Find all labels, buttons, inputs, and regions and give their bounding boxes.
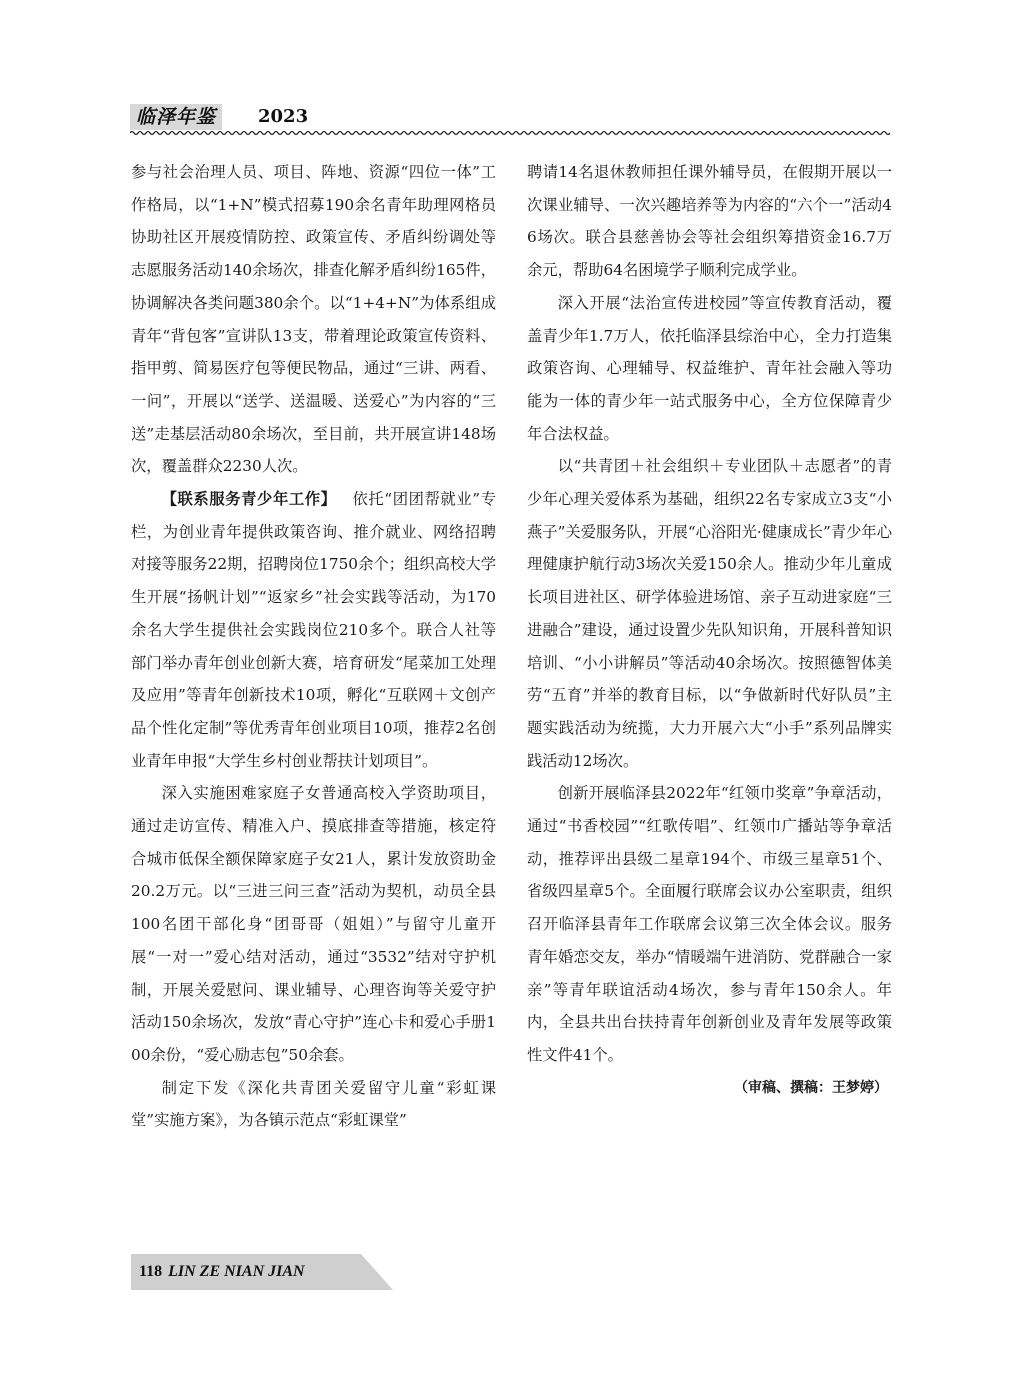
page-header [130, 104, 890, 144]
running-title: LIN ZE NIAN JIAN [168, 1263, 305, 1280]
left-column [131, 156, 496, 1137]
section-heading-youth-service: 【联系服务青少年工作】 [161, 490, 337, 509]
yearbook-year: 2023 [258, 106, 309, 127]
left-paragraph-1: 参与社会治理人员、项目、阵地、资源“四位一体”工作格局，以“1+N”模式招募190余名青年助理网格员协助社区开展疫情防控、政策宣传、矛盾纠纷调处等志愿服务活动140余场次，排查化解矛盾纠纷165件，协调解决各类问题380余个。以“1+4+N”为体系组成青年“背包客”宣讲队13支，带着理论政策宣传资料、指甲剪、简易医疗包等便民物品，通过“三讲、两看、一问”，开展以“送学、送温暖、送爱心”为内容的“三送”走基层活动80余场次，至目前，共开展宣讲148场次，覆盖群众2230人次。 [131, 163, 496, 476]
yearbook-title: 临泽年鉴 [130, 104, 222, 130]
section-body-youth-service: 依托“团团帮就业”专栏，为创业青年提供政策咨询、推介就业、网络招聘对接等服务22期，招聘岗位1750余个；组织高校大学生开展“扬帆计划”“返家乡”社会实践等活动，为170余名大学生提供社会实践岗位210多个。联合人社等部门举办青年创业创新大赛，培育研发“尾菜加工处理及应用”等青年创新技术10项，孵化“互联网＋文创产品个性化定制”等优秀青年创业项目10项，推荐2名创业青年申报“大学生乡村创业帮扶计划项目”。 [131, 490, 496, 770]
page-footer [131, 1254, 396, 1290]
right-paragraph-4: 创新开展临泽县2022年“红领巾奖章”争章活动，通过“书香校园”“红歌传唱”、红领巾广播站等争章活动，推荐评出县级二星章194个、市级三星章51个、省级四星章5个。全面履行联席会议办公室职责，组织召开临泽县青年工作联席会议第三次全体会议。服务青年婚恋交友，举办“情暖端午进消防、党群融合一家亲”等青年联谊活动4场次，参与青年150余人。年内，全县共出台扶持青年创新创业及青年发展等政策性文件41个。 [527, 784, 892, 1064]
right-paragraph-2: 深入开展“法治宣传进校园”等宣传教育活动，覆盖青少年1.7万人，依托临泽县综治中心，全力打造集政策咨询、心理辅导、权益维护、青年社会融入等功能为一体的青少年一站式服务中心，全方位保障青少年合法权益。 [527, 293, 892, 443]
footer-text [139, 1254, 305, 1290]
left-paragraph-4: 制定下发《深化共青团关爱留守儿童“彩虹课堂”实施方案》，为各镇示范点“彩虹课堂” [131, 1078, 496, 1130]
author-credit: （审稿、撰稿：王梦婷） [734, 1079, 888, 1096]
page-number: 118 [139, 1263, 163, 1280]
left-paragraph-2 [131, 483, 496, 777]
right-paragraph-1: 聘请14名退休教师担任课外辅导员，在假期开展以一次课业辅导、一次兴趣培养等为内容的“六个一”活动46场次。联合县慈善协会等社会组织筹措资金16.7万余元，帮助64名困境学子顺利完成学业。 [527, 163, 892, 280]
right-column [527, 156, 892, 1104]
left-paragraph-3: 深入实施困难家庭子女普通高校入学资助项目，通过走访宣传、精准入户、摸底排查等措施，核定符合城市低保全额保障家庭子女21人，累计发放资助金20.2万元。以“三进三问三查”活动为契机，动员全县100名团干部化身“团哥哥（姐姐）”与留守儿童开展“一对一”爱心结对活动，通过“3532”结对守护机制，开展关爱慰问、课业辅导、心理咨询等关爱守护活动150余场次，发放“青心守护”连心卡和爱心手册100余份，“爱心励志包”50余套。 [131, 784, 496, 1064]
right-paragraph-3: 以“共青团＋社会组织＋专业团队＋志愿者”的青少年心理关爱体系为基础，组织22名专家成立3支“小燕子”关爱服务队，开展“心浴阳光·健康成长”青少年心理健康护航行动3场次关爱150余人。推动少年儿童成长项目进社区、研学体验进场馆、亲子互动进家庭“三进融合”建设，通过设置少先队知识角，开展科普知识培训、“小小讲解员”等活动40余场次。按照德智体美劳“五育”并举的教育目标，以“争做新时代好队员”主题实践活动为统揽，大力开展六大“小手”系列品牌实践活动12场次。 [527, 457, 892, 770]
header-wave-divider [130, 128, 890, 138]
